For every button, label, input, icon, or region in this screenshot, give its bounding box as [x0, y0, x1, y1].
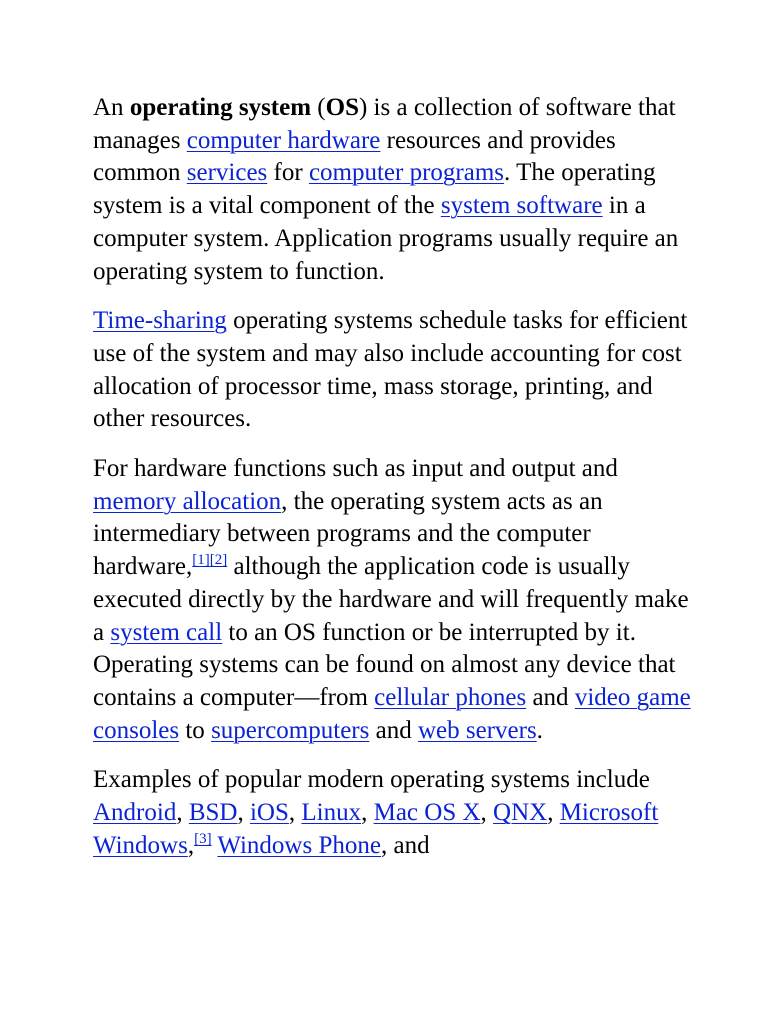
citation-refs: [192, 552, 227, 568]
text: ,: [480, 799, 494, 827]
text: and: [526, 683, 575, 711]
link-video-game-consoles[interactable]: video game consoles: [93, 683, 691, 744]
text: , and: [380, 831, 430, 859]
link-computer-hardware[interactable]: computer hardware: [186, 126, 381, 154]
text: ,: [361, 799, 374, 827]
text: in a computer system. Application programs usually require an operating system to function.: [93, 192, 679, 285]
link-linux[interactable]: Linux: [301, 799, 362, 827]
text: ,: [187, 831, 195, 859]
link-system-software[interactable]: system software: [440, 192, 603, 220]
text: resources and provides common: [93, 126, 616, 187]
text: . The operating system is a vital component of the: [93, 159, 656, 220]
text: for: [267, 159, 309, 187]
text: Examples of popular modern operating systems include: [93, 766, 650, 794]
link-cellular-phones[interactable]: cellular phones: [374, 683, 527, 711]
text: For hardware functions such as input and output and: [93, 455, 618, 483]
link-supercomputers[interactable]: supercomputers: [211, 716, 370, 744]
link-qnx[interactable]: QNX: [493, 799, 548, 827]
paragraph-time-sharing: [93, 305, 693, 436]
link-mac-os-x[interactable]: Mac OS X: [373, 799, 481, 827]
text: to an OS function or be interrupted by it. Operating systems can be found on almost any device that contains a computer—from: [93, 618, 676, 711]
citation-link-1[interactable]: [1]: [192, 552, 210, 569]
paragraph-os-definition: [93, 92, 693, 288]
text: , the operating system acts as an intermediary between programs and the computer hardware,: [93, 487, 603, 581]
text: .: [536, 716, 543, 744]
text: ) is a collection of software that manages: [93, 94, 676, 154]
text: (: [311, 94, 326, 121]
citation-link-2[interactable]: [2]: [209, 552, 228, 569]
text: although the application code is usually executed directly by the hardware and will frequently make a: [93, 553, 689, 646]
text: ,: [237, 799, 250, 827]
link-services[interactable]: services: [186, 159, 268, 187]
text: ,: [176, 799, 189, 827]
text: operating systems schedule tasks for efficient use of the system and may also include accounting for cost allocation of processor time, mass storage, printing, and other resources.: [93, 307, 688, 433]
citation-refs: [194, 831, 212, 847]
link-android[interactable]: Android: [93, 799, 177, 827]
link-microsoft-windows[interactable]: Microsoft Windows: [93, 799, 659, 859]
paragraph-examples: [93, 764, 693, 862]
link-time-sharing[interactable]: Time-sharing: [93, 307, 227, 335]
text: ,: [288, 799, 302, 827]
text: and: [369, 716, 418, 744]
document-page: [93, 92, 693, 879]
citation-link-3[interactable]: [3]: [194, 830, 212, 847]
link-web-servers[interactable]: web servers: [417, 716, 537, 744]
paragraph-hardware-functions: [93, 453, 693, 747]
link-memory-allocation[interactable]: memory allocation: [93, 487, 282, 515]
link-computer-programs[interactable]: computer programs: [308, 159, 505, 187]
text: to: [179, 716, 212, 744]
link-ios[interactable]: iOS: [249, 799, 289, 827]
link-bsd[interactable]: BSD: [188, 799, 238, 827]
bold-term-operating-system: operating system: [129, 94, 312, 121]
text: ,: [547, 799, 560, 827]
text: An: [93, 94, 130, 121]
link-system-call[interactable]: system call: [110, 618, 223, 646]
bold-term-os: OS: [325, 94, 359, 121]
link-windows-phone[interactable]: Windows Phone: [217, 831, 381, 859]
